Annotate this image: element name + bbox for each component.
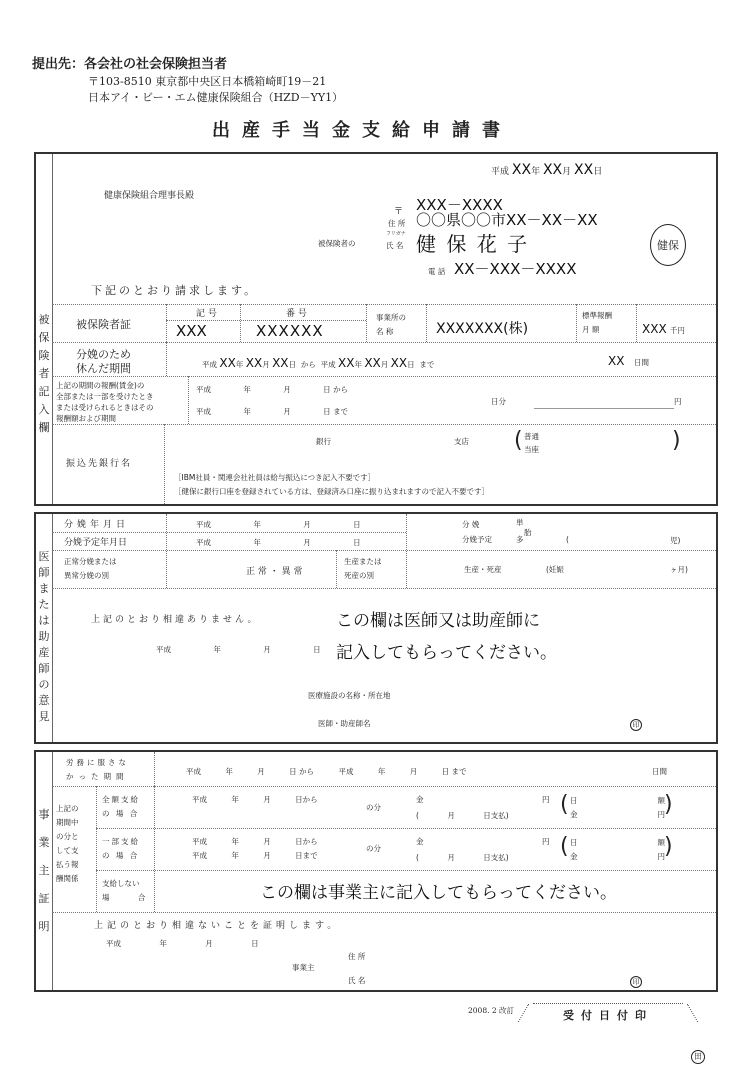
birth-type-close: 児): [670, 536, 681, 545]
partial-pay-yen: 円: [542, 837, 550, 846]
full-pay-portion: の分: [366, 803, 381, 812]
postal-code[interactable]: XXX－XXXX: [416, 196, 503, 214]
partial-pay-row-from[interactable]: 平成 年 月 日から: [192, 837, 318, 846]
bank-note-1: ［IBM社員・関連会社社員は給与振込につき記入不要です］: [174, 473, 376, 482]
partial-pay-amount[interactable]: 金: [416, 837, 424, 846]
normal-label-2: 異常分娩の別: [64, 571, 109, 580]
partial-pay-label-2: の 場 合: [102, 851, 140, 860]
birth-type-tai: 胎: [524, 528, 532, 537]
live-label-2: 死産の別: [344, 571, 374, 580]
due-date-row[interactable]: 平成 年 月 日: [196, 538, 361, 547]
revision-note: 2008. 2 改訂: [468, 1006, 515, 1015]
submit-to: 提出先：各会社の社会保険担当者: [32, 57, 228, 72]
birth-type-label-2: 分娩予定: [462, 535, 492, 544]
phone-label: 電 話: [428, 267, 446, 276]
pay-days[interactable]: 日分: [491, 397, 506, 406]
absence-days[interactable]: 日間: [652, 767, 667, 776]
insured-of-label: 被保険者の: [318, 239, 356, 248]
bank-label: 振込先銀行名: [66, 459, 133, 469]
pay-yen: 円: [674, 397, 682, 406]
full-pay-daily[interactable]: 日 額 金 円: [570, 796, 665, 819]
postal-mark: 〒: [394, 207, 404, 217]
pregnancy-months[interactable]: ヶ月): [670, 565, 688, 574]
salary-label-2: 月 額: [582, 325, 600, 334]
pregnancy: (妊娠: [546, 565, 564, 574]
pay-row-to[interactable]: 平成 年 月 日 まで: [196, 407, 349, 416]
seal-stamp: 健保: [650, 224, 686, 266]
employer-address-label[interactable]: 住 所: [348, 952, 366, 961]
doctor-side-label: 医 師 ま た は 助 産 師 の 意 見: [36, 514, 53, 742]
doctor-sign-date[interactable]: 平成 年 月 日: [156, 645, 321, 654]
birth-type-multi[interactable]: 多: [516, 535, 524, 544]
org-address: 〒103-8510 東京都中央区日本橋箱崎町19－21: [88, 75, 327, 88]
bank-note-2: ［健保に銀行口座を登録されている方は、登録済み口座に振り込まれますので記入不要です］: [174, 487, 489, 496]
form-title: 出産手当金支給申請書: [212, 120, 512, 141]
leave-label-2: 休んだ期間: [76, 362, 131, 375]
partial-pay-label-1: 一部支給: [102, 837, 140, 846]
address-label: 住 所: [388, 219, 406, 228]
birth-type-label-1: 分 娩: [462, 520, 480, 529]
birth-date-label: 分娩年月日: [64, 520, 130, 530]
partial-pay-daily[interactable]: 日 額 金 円: [570, 838, 665, 861]
name-value[interactable]: 健 保 花 子: [416, 232, 530, 256]
pay-row-from[interactable]: 平成 年 月 日 から: [196, 385, 349, 394]
employer-name-label[interactable]: 氏 名: [348, 976, 366, 985]
full-pay-row[interactable]: 平成 年 月 日から: [192, 795, 318, 804]
employer-side-label: 事 業 主 証 明: [36, 752, 53, 990]
receipt-stamp-area: 受付日付印: [533, 1003, 683, 1025]
absence-label-1: 労務に服さな: [66, 758, 129, 767]
doctor-name-label[interactable]: 医師・助産師名: [318, 719, 371, 728]
office-label-1: 事業所の: [376, 313, 406, 322]
office-value[interactable]: XXXXXXX(株): [436, 321, 529, 337]
bank-word[interactable]: 銀行: [316, 437, 331, 446]
birth-type-open: (: [566, 535, 569, 544]
address-value[interactable]: 〇〇県〇〇市XX－XX－XX: [416, 211, 598, 229]
salary-value[interactable]: XXX 千円: [642, 322, 685, 336]
employer-seal-icon: 印: [630, 976, 642, 988]
partial-pay-portion: の分: [366, 844, 381, 853]
doctor-section: [34, 512, 718, 744]
facility-label[interactable]: 医療施設の名称・所在地: [308, 691, 391, 700]
doctor-seal-icon: 印: [630, 719, 642, 731]
corner-seal-icon: 田: [691, 1050, 705, 1064]
absence-row[interactable]: 平成 年 月 日 から 平成 年 月 日 まで: [186, 767, 467, 776]
insured-section: [34, 152, 718, 506]
leave-days[interactable]: XX 日間: [608, 354, 649, 368]
partial-pay-date[interactable]: ( 月 日支払): [416, 853, 509, 862]
org-name: 日本アイ・ビー・エム健康保険組合（HZD－YY1）: [88, 91, 344, 104]
card-label: 被保険者証: [76, 318, 131, 331]
pay-label: 上記の期間の報酬(賃金)の 全部または一部を受けたとき または受けられるときはその 報酬額および期間: [56, 381, 154, 423]
account-type[interactable]: 普通 当座: [524, 432, 539, 454]
doctor-note-1: この欄は医師又は助産師に: [336, 611, 540, 631]
insured-side-label: 被 保 険 者 記 入 欄: [36, 154, 53, 504]
employer-section: 事 業 主 証 明 労務に服さな かった期間 平成 年 月 日 から 平成 年 月 日 まで 日間 上記の 期間中 の分と して支 払う報 酬関係 全額支給 の 場 合 平成 年 月 日から の分 金 円 ( 月 日支払) ( 日 額 金 円 ) 一部支給 の 場 合 平成 年 月 日から 平成 年 月 日まで の分 金 円 ( 月 日支払) ( 日 額 金 円 ) 支給しない 場 合 この欄は事業主に記入してもらってください。 上記のとおり相違ないことを証明します。 平成 年 月 日 事業主 住 所 氏 名 印: [34, 750, 718, 992]
no-pay-label-2: 場 合: [102, 893, 146, 902]
number-value[interactable]: XXXXXX: [256, 322, 324, 340]
employer-certify-text: 上記のとおり相違ないことを証明します。: [94, 921, 341, 931]
full-pay-date[interactable]: ( 月 日支払): [416, 811, 509, 820]
symbol-value[interactable]: XXX: [176, 322, 207, 340]
doctor-certify-text: 上記のとおり相違ありません。: [91, 615, 260, 625]
leave-period[interactable]: 平成 XX年 XX月 XX日 から 平成 XX年 XX月 XX日 まで: [202, 356, 435, 370]
period-label: 上記の 期間中 の分と して支 払う報 酬関係: [56, 804, 79, 883]
normal-value[interactable]: 正 常 ・ 異 常: [246, 567, 303, 577]
live-value[interactable]: 生産・死産: [464, 565, 502, 574]
doctor-note-2: 記入してもらってください。: [336, 643, 557, 663]
due-date-label: 分娩予定年月日: [64, 538, 128, 548]
live-label-1: 生産または: [344, 557, 382, 566]
name-label: 氏 名: [386, 241, 404, 250]
paren-open: (: [514, 428, 523, 453]
full-pay-yen: 円: [542, 795, 550, 804]
application-date[interactable]: 平成 XX年 XX月 XX日: [491, 162, 603, 178]
employer-note: この欄は事業主に記入してもらってください。: [260, 883, 617, 903]
phone-value[interactable]: XX－XXX－XXXX: [454, 260, 577, 278]
branch-word[interactable]: 支店: [454, 437, 469, 446]
full-pay-label-1: 全額支給: [102, 795, 140, 804]
addressee: 健康保険組合理事長殿: [104, 191, 195, 201]
salary-label-1: 標準報酬: [582, 311, 612, 320]
employer-sign-date[interactable]: 平成 年 月 日: [106, 939, 259, 948]
full-pay-label-2: の 場 合: [102, 809, 140, 818]
birth-date-row[interactable]: 平成 年 月 日: [196, 520, 361, 529]
normal-label-1: 正常分娩または: [64, 557, 117, 566]
number-label: 番 号: [286, 309, 307, 319]
absence-label-2: かった期間: [66, 772, 129, 781]
birth-type-single[interactable]: 単: [516, 518, 524, 527]
furigana-label: フリガナ: [386, 231, 406, 237]
no-pay-label-1: 支給しない: [102, 879, 140, 888]
symbol-label: 記 号: [196, 309, 217, 319]
employer-label: 事業主: [292, 963, 315, 972]
leave-label-1: 分娩のため: [76, 348, 131, 361]
partial-pay-row-to[interactable]: 平成 年 月 日まで: [192, 851, 318, 860]
paren-close: ): [672, 428, 681, 453]
office-label-2: 名 称: [376, 327, 394, 336]
full-pay-amount[interactable]: 金: [416, 795, 424, 804]
request-text: 下記のとおり請求します。: [91, 284, 259, 297]
